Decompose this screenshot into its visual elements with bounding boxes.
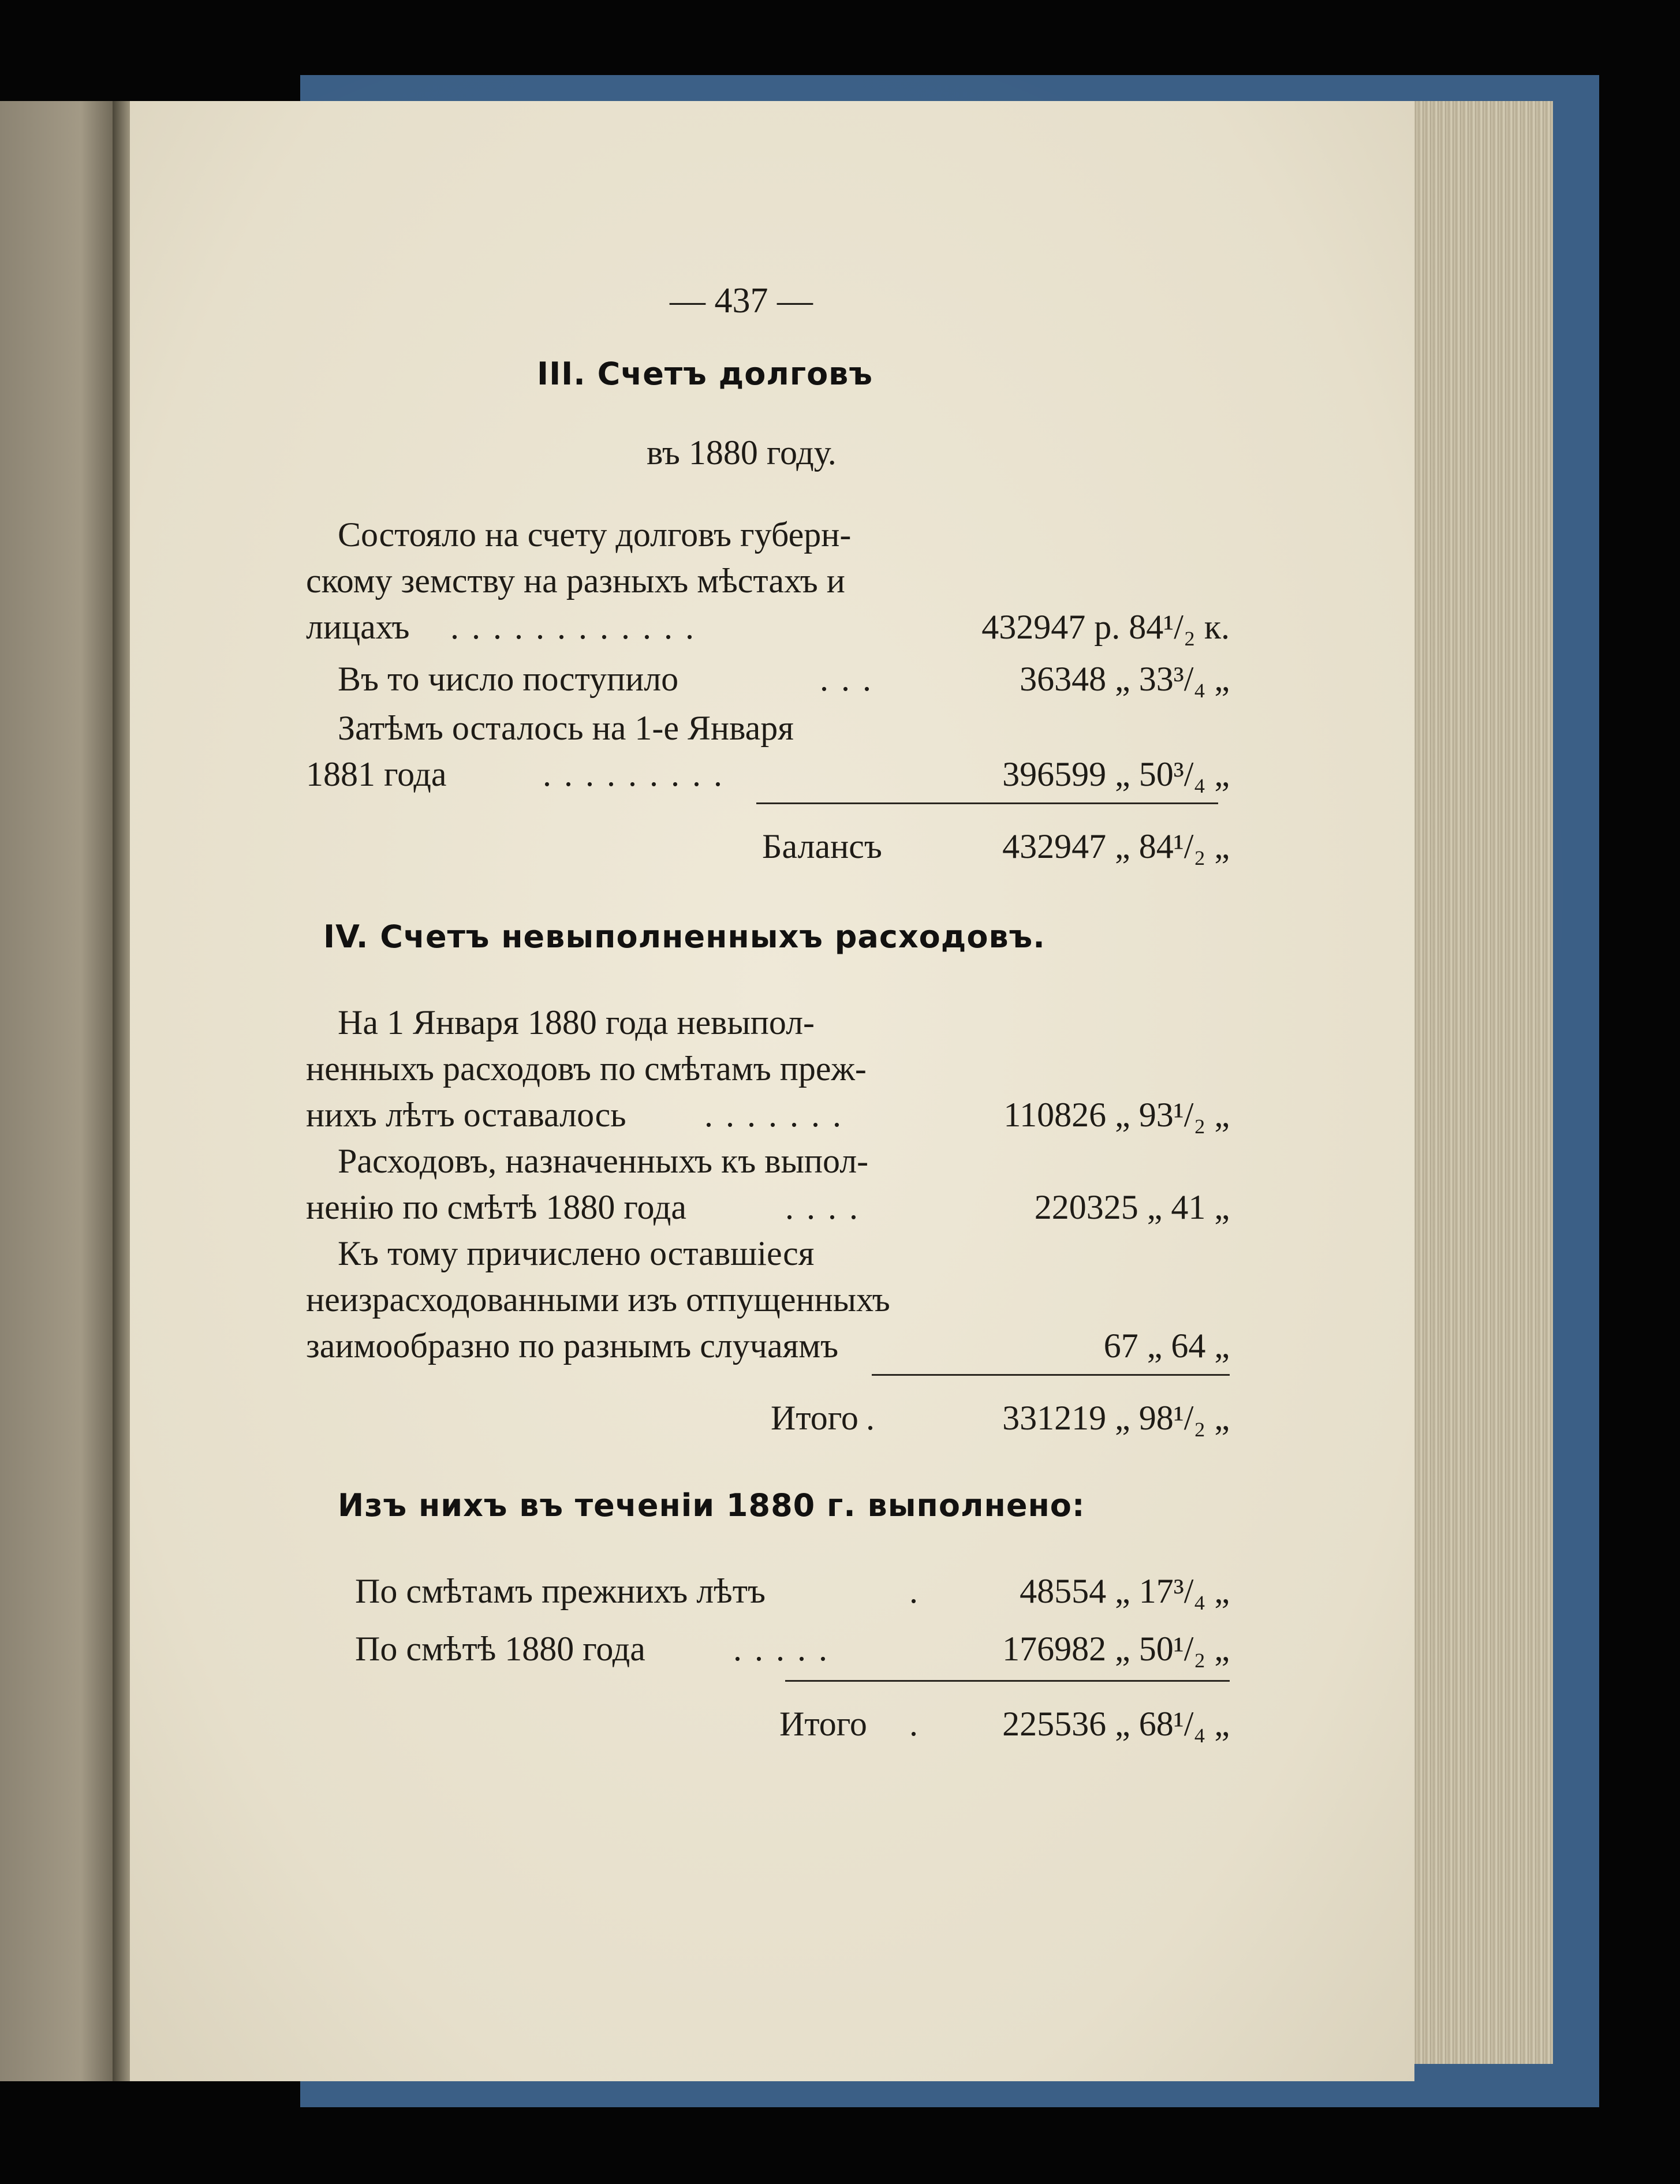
text-line: нихъ лѣтъ оставалось (306, 1096, 626, 1134)
left-page-edge (0, 101, 115, 2081)
dot-leader: . (909, 1572, 931, 1610)
dot-leader: . (909, 1705, 931, 1743)
page-number: — 437 — (670, 281, 813, 320)
dot-leader: ............ (450, 608, 707, 646)
text-line: ненныхъ расходовъ по смѣтамъ преж- (306, 1050, 867, 1088)
amount: 432947 р. 84¹/₂ к. (981, 608, 1230, 646)
dot-leader: ... (820, 660, 884, 698)
amount: 67 „ 64 „ (1103, 1327, 1230, 1365)
amount: 48554 „ 17³/₄ „ (1020, 1572, 1230, 1610)
dot-leader: ....... (704, 1096, 854, 1134)
book-page (121, 101, 1414, 2081)
text-line: Къ тому причислено оставшіеся (338, 1234, 815, 1272)
section-5-heading: Изъ нихъ въ теченіи 1880 г. выполнено: (338, 1487, 1085, 1524)
balance-amount: 432947 „ 84¹/₂ „ (1002, 827, 1230, 865)
text-line: 1881 года (306, 755, 447, 793)
text-line: Состояло на счету долговъ губерн- (338, 516, 852, 554)
text-line: Въ то число поступило (338, 660, 679, 698)
sum-rule (756, 802, 1218, 804)
amount: 176982 „ 50¹/₂ „ (1002, 1630, 1230, 1668)
total-label: Итого (771, 1399, 858, 1437)
sum-rule (785, 1680, 1230, 1682)
book-gutter (113, 101, 130, 2081)
total-amount: 225536 „ 68¹/₄ „ (1002, 1705, 1230, 1743)
text-line: По смѣтѣ 1880 года (355, 1630, 645, 1668)
page-block-edges (1409, 101, 1553, 2064)
dot-leader: ......... (543, 755, 735, 793)
amount: 220325 „ 41 „ (1034, 1188, 1230, 1226)
dot-leader: . (866, 1399, 887, 1437)
text-line: По смѣтамъ прежнихъ лѣтъ (355, 1572, 766, 1610)
amount: 396599 „ 50³/₄ „ (1002, 755, 1230, 793)
balance-label: Балансъ (762, 827, 882, 865)
amount: 36348 „ 33³/₄ „ (1020, 660, 1230, 698)
section-3-subheading: въ 1880 году. (647, 434, 837, 472)
text-line: скому земству на разныхъ мѣстахъ и (306, 562, 845, 600)
section-3-heading: III. Счетъ долговъ (537, 356, 873, 392)
text-line: неизрасходованными изъ отпущенныхъ (306, 1280, 890, 1319)
text-line: ненію по смѣтѣ 1880 года (306, 1188, 686, 1226)
sum-rule (872, 1374, 1230, 1376)
total-amount: 331219 „ 98¹/₂ „ (1002, 1399, 1230, 1437)
text-line: Затѣмъ осталось на 1-е Января (338, 709, 794, 747)
text-line: На 1 Января 1880 года невыпол- (338, 1003, 815, 1041)
text-line: лицахъ (306, 608, 410, 646)
section-4-heading: IV. Счетъ невыполненныхъ расходовъ. (323, 919, 1046, 955)
text-line: заимообразно по разнымъ случаямъ (306, 1327, 839, 1365)
dot-leader: .... (785, 1188, 871, 1226)
text-line: Расходовъ, назначенныхъ къ выпол- (338, 1142, 869, 1180)
dot-leader: ..... (733, 1630, 840, 1668)
total-label: Итого (779, 1705, 867, 1743)
amount: 110826 „ 93¹/₂ „ (1003, 1096, 1230, 1134)
